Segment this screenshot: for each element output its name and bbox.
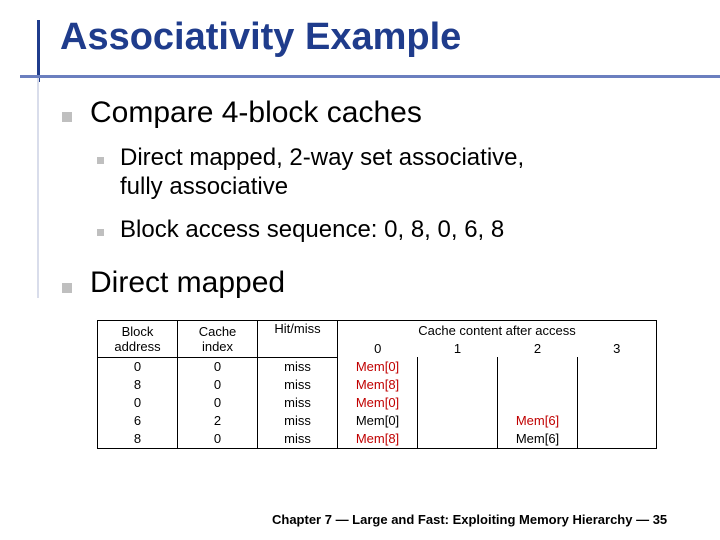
sub-bullet-caches-line1: Direct mapped, 2-way set associative, [120, 144, 525, 171]
cell-slot-3 [578, 412, 657, 430]
table-row [98, 376, 657, 394]
cell-index: 0 [178, 394, 258, 412]
title-underline [20, 75, 720, 78]
cell-slot-0: Mem[0] [338, 412, 418, 430]
cell-slot-1 [418, 357, 498, 376]
table-row [98, 357, 657, 376]
header-slot-1: 1 [453, 340, 462, 356]
header-cache-index: Cache index [178, 321, 258, 358]
slide-title: Associativity Example [60, 16, 462, 58]
side-accent-line [37, 78, 39, 298]
cell-slot-1 [418, 394, 498, 412]
header-slot-3: 3 [578, 339, 657, 357]
table-row [98, 412, 657, 430]
cell-slot-0: Mem[8] [338, 430, 418, 449]
cell-address: 8 [98, 430, 178, 449]
cell-address: 6 [98, 412, 178, 430]
cache-table [97, 320, 657, 449]
header-hit-miss: Hit/miss [258, 321, 338, 358]
cell-slot-1 [418, 376, 498, 394]
cell-slot-3 [578, 357, 657, 376]
header-slot-0: 0 [338, 339, 418, 357]
cell-index: 0 [178, 357, 258, 376]
cell-slot-0: Mem[8] [338, 376, 418, 394]
cell-result: miss [258, 376, 338, 394]
sub-bullet-sequence: Block access sequence: 0, 8, 0, 6, 8 [120, 216, 505, 243]
bullet-compare: Compare 4-block caches [90, 96, 422, 129]
square-bullet-icon [62, 112, 72, 122]
cell-index: 2 [178, 412, 258, 430]
cell-slot-2: Mem[6] [498, 430, 578, 449]
square-bullet-icon [62, 283, 72, 293]
table-row [98, 394, 657, 412]
cell-address: 8 [98, 376, 178, 394]
cell-result: miss [258, 430, 338, 449]
cell-slot-2 [498, 376, 578, 394]
cell-result: miss [258, 412, 338, 430]
cell-slot-0: Mem[0] [338, 357, 418, 376]
header-cache-content: Cache content after access [338, 321, 657, 340]
square-bullet-icon [97, 229, 104, 236]
square-bullet-icon [97, 157, 104, 164]
header-slot-2: 2 [533, 340, 542, 356]
bullet-direct-mapped: Direct mapped [90, 266, 286, 299]
title-accent-line [37, 20, 40, 82]
sub-bullet-caches-line2: fully associative [120, 173, 289, 200]
cell-address: 0 [98, 394, 178, 412]
cell-slot-1 [418, 430, 498, 449]
slide-footer: Chapter 7 — Large and Fast: Exploiting Memory Hierarchy — 35 [272, 512, 668, 527]
sub-bullet-caches [120, 143, 524, 201]
cell-result: miss [258, 357, 338, 376]
cell-slot-3 [578, 376, 657, 394]
cell-index: 0 [178, 376, 258, 394]
cell-result: miss [258, 394, 338, 412]
cell-slot-2 [498, 394, 578, 412]
cell-slot-0: Mem[0] [338, 394, 418, 412]
cell-slot-3 [578, 430, 657, 449]
header-block-address: Block address [98, 321, 178, 358]
cell-address: 0 [98, 357, 178, 376]
cell-slot-2: Mem[6] [498, 412, 578, 430]
cell-slot-1 [418, 412, 498, 430]
table-row [98, 430, 657, 449]
cell-slot-3 [578, 394, 657, 412]
cell-index: 0 [178, 430, 258, 449]
cell-slot-2 [498, 357, 578, 376]
